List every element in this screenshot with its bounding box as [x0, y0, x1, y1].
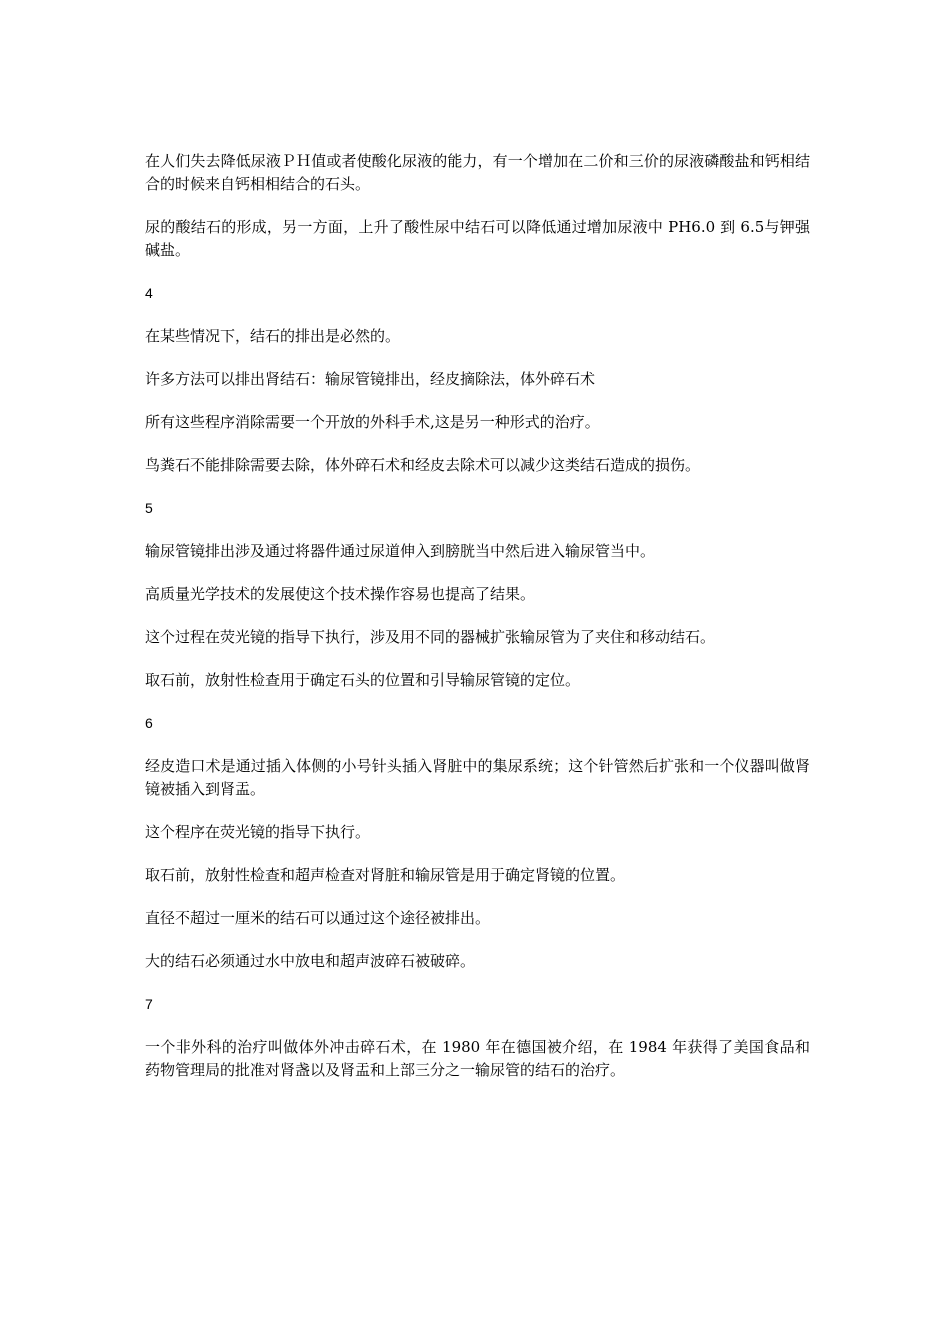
paragraph: 所有这些程序消除需要一个开放的外科手术,这是另一种形式的治疗。: [145, 413, 600, 431]
paragraph: 直径不超过一厘米的结石可以通过这个途径被排出。: [145, 909, 491, 927]
paragraph: 许多方法可以排出肾结石：输尿管镜排出，经皮摘除法，体外碎石术: [145, 370, 596, 388]
section-number: 5: [145, 500, 153, 516]
section-number: 6: [145, 715, 153, 731]
paragraph: 取石前，放射性检查用于确定石头的位置和引导输尿管镜的定位。: [145, 671, 581, 689]
section-number: 4: [145, 285, 153, 301]
paragraph: 在某些情况下，结石的排出是必然的。: [145, 327, 401, 345]
paragraph: 大的结石必须通过水中放电和超声波碎石被破碎。: [145, 952, 476, 970]
section-number: 7: [145, 996, 153, 1012]
paragraph: 经皮造口术是通过插入体侧的小号针头插入肾脏中的集尿系统；这个针管然后扩张和一个仪器叫做肾镜被插入到肾盂。: [145, 757, 810, 798]
paragraph: 一个非外科的治疗叫做体外冲击碎石术，在 1980 年在德国被介绍，在 1984 年获得了美国食品和药物管理局的批准对肾盏以及肾盂和上部三分之一输尿管的结石的治疗。: [145, 1038, 810, 1079]
document-body: [145, 150, 810, 1102]
paragraph: 这个过程在荧光镜的指导下执行，涉及用不同的器械扩张输尿管为了夹住和移动结石。: [145, 628, 716, 646]
paragraph: 取石前，放射性检查和超声检查对肾脏和输尿管是用于确定肾镜的位置。: [145, 866, 626, 884]
paragraph: 鸟粪石不能排除需要去除，体外碎石术和经皮去除术可以减少这类结石造成的损伤。: [145, 456, 701, 474]
paragraph: 尿的酸结石的形成，另一方面，上升了酸性尿中结石可以降低通过增加尿液中 PH6.0 到 6.5与钾强碱盐。: [145, 218, 810, 259]
paragraph: 这个程序在荧光镜的指导下执行。: [145, 823, 371, 841]
paragraph: 输尿管镜排出涉及通过将器件通过尿道伸入到膀胱当中然后进入输尿管当中。: [145, 542, 656, 560]
paragraph: 在人们失去降低尿液ＰＨ值或者使酸化尿液的能力，有一个增加在二价和三价的尿液磷酸盐和钙相结合的时候来自钙相相结合的石头。: [145, 152, 810, 193]
paragraph: 高质量光学技术的发展使这个技术操作容易也提高了结果。: [145, 585, 536, 603]
